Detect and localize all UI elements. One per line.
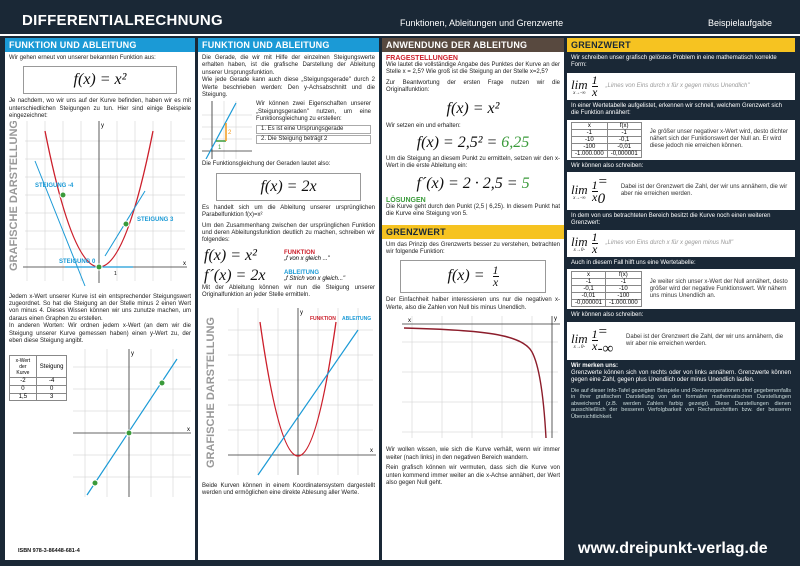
- line-sketch: [202, 101, 252, 159]
- value-table: x f(x) -1 -1 -0,1 -10 -0,01 -100 -0,000001 -1.000.000: [571, 271, 642, 307]
- formula: f(x) = 2,5² = 6,25: [416, 134, 530, 152]
- point-right: [123, 221, 129, 227]
- formula: f(x) = x²: [446, 99, 500, 117]
- paragraph: In dem von uns betrachteten Bereich besitzt die Kurve noch einen weiteren Grenzwert:: [571, 213, 771, 227]
- example-label: Beispielaufgabe: [708, 18, 773, 28]
- function-derivative-graph: [198, 300, 379, 478]
- paragraph: Um das Prinzip des Grenzwerts besser zu verstehen, betrachten wir folgende Funktion:: [386, 241, 560, 256]
- paragraph: Die Funktionsgleichung der Geraden lautet also:: [202, 161, 331, 168]
- paragraph: Die Gerade, die wir mit Hilfe der einzelnen Steigungswerte erhalten haben, ist die grafische Darstellung der Ableitung unserer Ursprungsfunktion.: [202, 55, 375, 76]
- list-item: 1. Es ist eine Ursprungsgerade: [256, 125, 371, 134]
- function-notation: f(x) = x² FUNKTION „f von x gleich ...": [204, 246, 330, 264]
- paragraph: Zur Beantwortung der ersten Frage nutzen wir die Originalfunktion:: [386, 79, 560, 94]
- slope-table-graph: [5, 345, 195, 497]
- section-heading: ANWENDUNG DER ABLEITUNG: [382, 38, 564, 52]
- column-funktion-ableitung-2: [198, 38, 379, 560]
- table-row: -1 -1: [572, 129, 642, 136]
- value-table-block: x f(x) -1 -1 -10 -0,1 -100 -0,01 -1.000.000 -0,000001 Je größer unser negativer x-Wert wird, desto dichter nähert sich der Funktionswert der Null an. Er wird diese jedoch nie erreichen können.: [567, 120, 795, 160]
- paragraph: Es handelt sich um die Ableitung unserer ursprünglichen Parabelfunktion f(x)=x²: [202, 204, 375, 219]
- paragraph: Wie lautet die vollständige Angabe des Punktes der Kurve an der Stelle x = 2,5? Wie groß ist die Steigung an der Stelle x=2,5?: [386, 62, 560, 76]
- svg-text:ABLEITUNG: ABLEITUNG: [342, 315, 372, 322]
- table-row: -0,1 -10: [572, 286, 642, 293]
- page-title: DIFFERENTIALRECHNUNG: [22, 12, 223, 29]
- paragraph: Auch in diesem Fall hilft uns eine Wertetabelle:: [571, 259, 696, 266]
- svg-text:x: x: [408, 318, 411, 325]
- formula: f´(x) = 2 · 2,5 = 5: [416, 174, 530, 192]
- svg-text:y: y: [554, 316, 557, 323]
- paragraph: In einer Wertetabelle aufgelistet, erkennen wir schnell, welchem Grenzwert sich die Funktion annähert:: [571, 102, 782, 117]
- isbn: ISBN 978-3-86448-681-4: [18, 548, 80, 554]
- paragraph: Um den Zusammenhang zwischen der ursprünglichen Funktion und deren Ableitungsfunktion deutlich zu machen, schreiben wir folgendes:: [202, 222, 375, 244]
- paragraph: Grenzwerte können sich von rechts oder von links annähern. Grenzwerte können gegen eine Zahl, gegen plus Unendlich oder minus Unendlich laufen.: [571, 370, 791, 384]
- table-header: Steigung: [36, 356, 67, 377]
- paragraph: Beide Kurven können in einem Koordinatensystem dargestellt werden und ermöglichen eine direkte Ablesung aller Werte.: [202, 482, 375, 497]
- solution-heading: LÖSUNGEN: [386, 196, 426, 204]
- section-heading: FUNKTION UND ABLEITUNG: [5, 38, 195, 52]
- tick-label: 1: [114, 270, 117, 277]
- function-formula: f(x) = x²: [23, 66, 177, 94]
- parabola-graph: [5, 121, 195, 289]
- svg-text:x: x: [187, 427, 191, 434]
- table-row: -10 -0,1: [572, 136, 642, 143]
- value-table-block: x f(x) -1 -1 -0,1 -10 -0,01 -100 -0,000001 -1.000.000 Je weiter sich unser x-Wert der Null annähert, desto größer wird der negative Funktionswert. Wir nähern uns minus Unendlich an.: [567, 269, 795, 309]
- derivative-notation: f´(x) = 2x ABLEITUNG „f Strich von x gleich...": [204, 266, 346, 284]
- slope-table: [9, 355, 67, 401]
- slope-label-right: STEIGUNG 3: [137, 216, 174, 223]
- paragraph: Mit der Ableitung können wir nun die Steigung unserer Originalfunktion an jeder Stelle ermitteln.: [202, 284, 375, 299]
- table-row: 0 0: [10, 385, 67, 393]
- table-row: -2 -4: [10, 377, 67, 385]
- table-row: 1,5 3: [10, 393, 67, 401]
- paragraph: Wie jede Gerade kann auch diese „Steigungsgerade" durch 2 Werte beschrieben werden: Den y-Achsabschnitt und die Steigung.: [202, 77, 375, 99]
- table-row: -100 -0,01: [572, 143, 642, 150]
- paragraph: Wir setzen ein und erhalten:: [386, 122, 461, 129]
- slope-line-graph: [73, 349, 191, 497]
- y-axis-label: y: [101, 122, 104, 129]
- vertical-label: GRAFISCHE DARSTELLUNG: [8, 120, 20, 271]
- question-heading: FRAGESTELLUNGEN: [386, 55, 458, 62]
- svg-text:y: y: [300, 309, 303, 316]
- limit-expression: lim x→0- $\frac{1}{x}$ „Limes von Eins durch x für x gegen minus Null": [567, 230, 795, 257]
- column-grenzwert: [567, 38, 795, 560]
- page-subtitle: Funktionen, Ableitungen und Grenzwerte: [400, 18, 564, 28]
- column-anwendung: [382, 38, 564, 560]
- limit-result: lim x→-∞ $\frac{1}{x}$ = 0 Dabei ist der Grenzwert die Zahl, der wir uns annähern, die wir aber nie erreichen werden.: [567, 172, 795, 210]
- paragraph: Der Einfachheit halber interessieren uns nur die negativen x-Werte, also die Zahlen von Null bis minus Unendlich.: [386, 297, 560, 311]
- paragraph: Um die Steigung an diesem Punkt zu ermitteln, setzen wir den x-Wert in die erste Ableitung ein:: [386, 156, 560, 170]
- svg-text:1: 1: [218, 145, 222, 152]
- paragraph: Je nachdem, wo wir uns auf der Kurve befinden, haben wir es mit unterschiedlichen Steigungen zu tun. Hier sind einige Beispiele eingezeichnet:: [9, 98, 191, 120]
- paragraph: Wir wollen wissen, wie sich die Kurve verhält, wenn wir immer weiter (nach links) in den negativen Bereich wandern.: [386, 447, 560, 461]
- point-left: [60, 192, 66, 198]
- section-heading: FUNKTION UND ABLEITUNG: [198, 38, 379, 52]
- intro-text: Wir gehen erneut von unserer bekannten Funktion aus:: [9, 55, 156, 61]
- footnote: Die auf dieser Info-Tafel gezeigten Beispiele und Rechenoperationen sind gegebenenfalls in ihrer grafischen Darstellung von den formalen mathematischen Darstellungen abweichend (z.B. werden Zahlen farbig gezeigt). Diese Darstellungen dienen ausschließlich der besseren Verfolgbarkeit von Rechenschritten bzw. der besseren Übersichtlichkeit.: [571, 387, 791, 420]
- formula: f(x) = $\frac{1}{x}$: [400, 260, 546, 293]
- paragraph: Wir können also schreiben:: [571, 162, 644, 169]
- point-origin: [96, 264, 102, 270]
- derivative-line: [258, 330, 358, 475]
- svg-text:FUNKTION: FUNKTION: [310, 315, 336, 322]
- svg-text:y: y: [131, 351, 135, 358]
- svg-text:2: 2: [228, 130, 232, 137]
- table-row: -1.000.000 -0,000001: [572, 150, 642, 157]
- limit-expression: lim x→-∞ $\frac{1}{x}$ „Limes von Eins durch x für x gegen minus Unendlich": [567, 73, 795, 100]
- svg-text:GRAFISCHE DARSTELLUNG: GRAFISCHE DARSTELLUNG: [205, 316, 217, 468]
- paragraph: Jedem x-Wert unserer Kurve ist ein entsprechender Steigungswert zugeordnet. So hat die Steigung an der Stelle minus 2 einen Wert von minus 4. Dieses Wissen können wir uns zunutze machen, um daraus einen Graphen zu erstellen.: [9, 293, 191, 322]
- column-funktion-ableitung-1: [5, 38, 195, 560]
- slope-line: [87, 359, 177, 495]
- value-table: x f(x) -1 -1 -10 -0,1 -100 -0,01 -1.000.000 -0,000001: [571, 122, 642, 158]
- header: [0, 0, 800, 36]
- publisher-url[interactable]: www.dreipunkt-verlag.de: [578, 540, 768, 557]
- paragraph: Wir schreiben unser grafisch gelöstes Problem in eine mathematisch korrekte Form:: [571, 55, 777, 69]
- section-heading: GRENZWERT: [382, 225, 564, 239]
- section-heading: GRENZWERT: [567, 38, 795, 52]
- slope-label-zero: STEIGUNG 0: [59, 258, 96, 265]
- derivative-formula: f(x) = 2x: [216, 173, 361, 201]
- gerade-block: [198, 99, 379, 161]
- slope-label-left: STEIGUNG -4: [35, 182, 74, 189]
- list-item: 2. Die Steigung beträgt 2: [256, 135, 371, 144]
- table-header: x-Wert der Kurve: [10, 356, 37, 377]
- table-row: -1 -1: [572, 279, 642, 286]
- paragraph: Wir können also schreiben:: [571, 312, 644, 319]
- paragraph: Wir können zwei Eigenschaften unserer „Steigungsgeraden" nutzen, um eine Funktionsgleichung zu erstellen:: [256, 101, 371, 123]
- paragraph: Die Kurve geht durch den Punkt (2,5 | 6,25). In diesem Punkt hat die Kurve eine Steigung von 5.: [386, 203, 560, 218]
- remember-heading: Wir merken uns:: [571, 362, 618, 369]
- svg-text:x: x: [370, 447, 373, 454]
- hyperbola-graph: [382, 312, 564, 442]
- hyperbola-curve: [404, 328, 546, 438]
- table-row: -0,000001 -1.000.000: [572, 300, 642, 307]
- limit-result: lim x→0- $\frac{1}{x}$ = -∞ Dabei ist der Grenzwert die Zahl, der wir uns annähern, die wir aber nie erreichen werden.: [567, 322, 795, 360]
- paragraph: Rein grafisch können wir vermuten, dass sich die Kurve von unten kommend immer weiter an die x-Achse annähert, der Wert also gegen Null geht.: [386, 465, 560, 486]
- x-axis-label: x: [183, 260, 186, 267]
- paragraph: In anderen Worten: Wir ordnen jedem x-Wert (an dem wir die Steigung unserer Kurve gemessen haben) einen y-Wert zu, der eben diese Steigung angibt.: [9, 323, 191, 345]
- table-row: -0,01 -100: [572, 293, 642, 300]
